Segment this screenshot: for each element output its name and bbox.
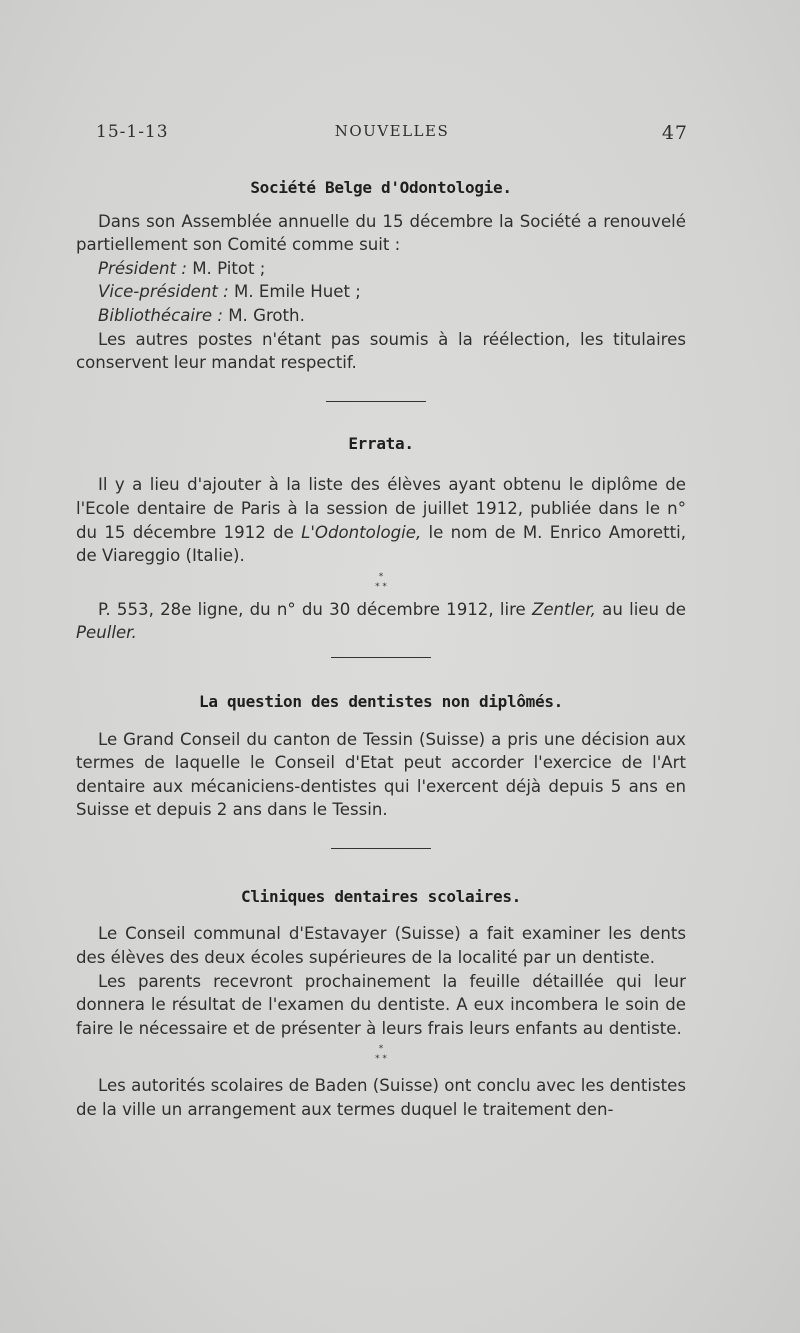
section-divider bbox=[331, 848, 431, 849]
committee-librarian bbox=[76, 304, 686, 328]
section-title-errata: Errata. bbox=[348, 433, 414, 453]
corrected-name: Zentler, bbox=[531, 599, 596, 619]
header-date: 15-1-13 bbox=[96, 122, 169, 142]
section-divider bbox=[326, 401, 426, 402]
errata-text-b: le nom de M. Enrico Amoretti, de Viareggio (Italie). bbox=[76, 522, 686, 566]
header-section: NOUVELLES bbox=[334, 122, 450, 140]
societe-closing: Les autres postes n'étant pas soumis à la réélection, les titulaires conservent leur mandat respectif. bbox=[76, 329, 686, 373]
errata-paragraph-2 bbox=[76, 598, 686, 645]
president-label: Président : bbox=[98, 258, 187, 278]
asterism-bottom: * * bbox=[375, 581, 387, 592]
committee-vice-president bbox=[76, 280, 686, 304]
asterism bbox=[76, 572, 686, 592]
section-title-question: La question des dentistes non diplômés. bbox=[199, 691, 563, 711]
running-header bbox=[96, 122, 688, 152]
erroneous-name: Peuller. bbox=[76, 623, 137, 643]
cliniques-paragraph-1: Le Conseil communal d'Estavayer (Suisse) a fait examiner les dents des élèves des deux écoles supérieures de la localité par un dentiste. bbox=[76, 924, 686, 968]
president-name: M. Pitot ; bbox=[192, 258, 266, 278]
journal-name: L'Odontologie, bbox=[301, 522, 422, 542]
section-title-cliniques: Cliniques dentaires scolaires. bbox=[241, 886, 521, 906]
societe-intro: Dans son Assemblée annuelle du 15 décembre la Société a renouvelé partiellement son Comité comme suit : bbox=[76, 211, 686, 255]
section-divider bbox=[331, 657, 431, 658]
errata2-text-a: P. 553, 28e ligne, du n° du 30 décembre 1912, lire bbox=[98, 599, 532, 619]
vice-president-label: Vice-président : bbox=[98, 282, 229, 302]
errata-text-a: Il y a lieu d'ajouter à la liste des élèves ayant obtenu le diplôme de l'Ecole dentaire de Paris à la session de juillet 1912, publiée dans le n° du 15 décembre 1912 de bbox=[76, 475, 686, 542]
cliniques-paragraph-2: Les parents recevront prochainement la feuille détaillée qui leur donnera le résultat de l'examen du dentiste. A eux incombera le soin de faire le nécessaire et de présenter à leurs frais leurs enfants au dentiste. bbox=[76, 971, 686, 1038]
errata-paragraph-1 bbox=[76, 473, 686, 567]
asterism-top: * bbox=[378, 571, 384, 582]
asterism-bottom: * * bbox=[375, 1054, 387, 1065]
question-body: Le Grand Conseil du canton de Tessin (Suisse) a pris une décision aux termes de laquelle le Conseil d'Etat peut accorder l'exercice de l'Art dentaire aux mécaniciens-dentistes qui l'exercent déjà depuis 5 ans en Suisse et depuis 2 ans dans le Tessin. bbox=[76, 729, 686, 820]
page-content bbox=[76, 176, 686, 1122]
committee-president bbox=[76, 257, 686, 281]
librarian-label: Bibliothécaire : bbox=[98, 305, 223, 325]
cliniques-paragraph-3: Les autorités scolaires de Baden (Suisse) ont conclu avec les dentistes de la ville un arrangement aux termes duquel le traitement den- bbox=[76, 1076, 686, 1120]
librarian-name: M. Groth. bbox=[228, 305, 305, 325]
section-title-societe: Société Belge d'Odontologie. bbox=[250, 178, 512, 197]
asterism-top: * bbox=[378, 1044, 384, 1055]
page-number: 47 bbox=[661, 122, 688, 144]
asterism bbox=[76, 1044, 686, 1064]
vice-president-name: M. Emile Huet ; bbox=[234, 282, 361, 302]
errata2-text-b: au lieu de bbox=[595, 599, 686, 619]
